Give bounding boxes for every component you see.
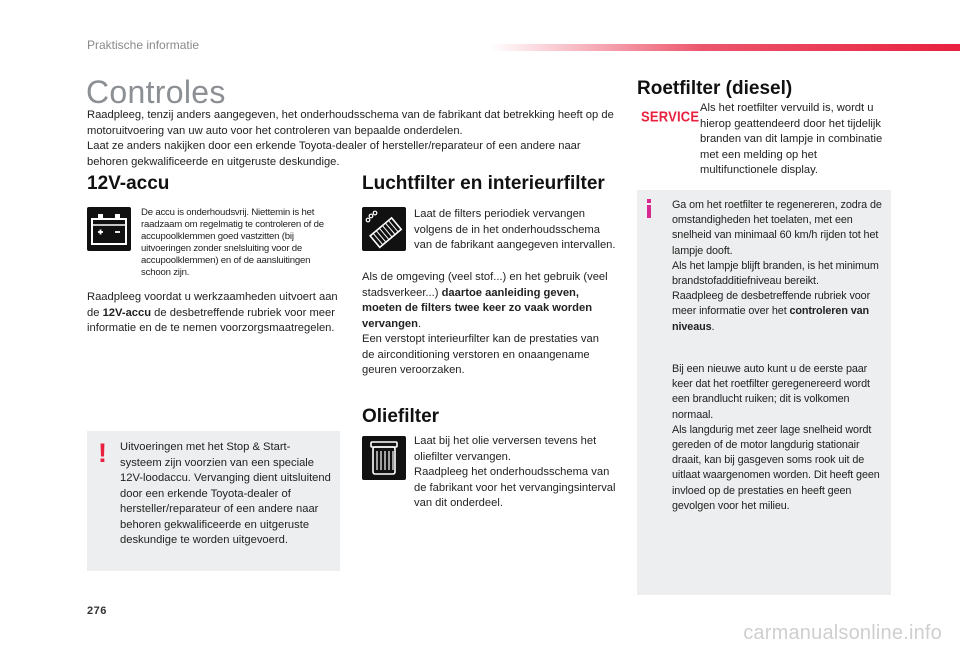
air-filter-icon: [362, 207, 406, 251]
airfilter-body-post: .: [417, 317, 422, 330]
battery-heading: 12V-accu: [87, 173, 170, 194]
airfilter-body: [362, 270, 614, 379]
soot-info-text-1: Ga om het roetfilter te regenereren, zodra de omstandigheden het toelaten, met een snelheid van minimaal 60 km/h rijden tot het lampje dooft.: [672, 199, 882, 257]
airfilter-icon-text: Laat de filters periodiek vervangen volgens de in het onderhoudsschema van de fabrikant aangegeven intervallen.: [414, 208, 616, 251]
oilfilter-text-1: Laat bij het olie verversen tevens het oliefilter vervangen.: [414, 435, 597, 463]
airfilter-body-2: Een verstopt interieurfilter kan de prestaties van de airconditioning verstoren en onaangename geuren veroorzaken.: [362, 333, 599, 376]
warning-icon: !: [98, 438, 107, 468]
soot-info-text-2: Als het lampje blijft branden, is het minimum brandstofadditiefniveau bereikt.: [672, 259, 879, 288]
soot-info-text: [672, 198, 887, 335]
battery-body-post: de desbetreffende rubriek voor meer informatie en de te nemen voorzorgsmaatregelen.: [87, 306, 335, 334]
soot-new-car-text: [672, 362, 887, 514]
header-accent-bar: [490, 44, 960, 51]
soot-icon-text: Als het roetfilter vervuild is, wordt u hierop geattendeerd door het tijdelijk branden van dit lampje in combinatie met een melding op het multifunctionele display.: [700, 102, 883, 176]
service-warning-icon: SERVICE: [641, 107, 700, 126]
battery-warning-text: Uitvoeringen met het Stop & Start-systeem zijn voorzien van een speciale 12V-loodaccu. Vervanging dient uitsluitend door een erkende Toyota-dealer of hersteller/reparateur of een andere naar behoren gekwalificeerde en uitgeruste deskundige te worden uitgevoerd.: [120, 441, 331, 546]
soot-info-text-3-post: .: [711, 320, 715, 333]
battery-body-pre: Raadpleeg voordat u werkzaamheden uitvoert aan de: [87, 291, 338, 319]
soot-info-text-3-pre: Raadpleeg de desbetreffende rubriek voor meer informatie over het: [672, 290, 871, 318]
battery-body-bold: 12V-accu: [102, 306, 152, 319]
soot-new-car-text-2: Als langdurig met zeer lage snelheid wordt gereden of de motor langdurig stationair draait, kan bij gasgeven soms rook uit de uitlaat waargenomen worden. Dit heeft geen invloed op de prestaties en heeft geen gevolgen voor het milieu.: [672, 423, 880, 512]
soot-info-text-3-bold: controleren van niveaus: [672, 305, 870, 333]
oilfilter-text: [414, 434, 619, 512]
page-title: Controles: [86, 74, 226, 110]
intro-paragraph-1: Raadpleeg, tenzij anders aangegeven, het onderhoudsschema van de fabrikant dat betrekking heeft op de motoruitvoering van uw auto voor het controleren van bepaalde onderdelen.: [87, 109, 614, 137]
page-number: 276: [87, 605, 107, 617]
soot-new-car-text-1: Bij een nieuwe auto kunt u de eerste paar keer dat het roetfilter geregenereerd wordt een brandlucht ruiken; dit is volkomen normaal.: [672, 363, 870, 421]
watermark: carmanualsonline.info: [743, 622, 942, 644]
battery-body: [87, 290, 339, 337]
oil-filter-icon: [362, 436, 406, 480]
oilfilter-heading: Oliefilter: [362, 406, 440, 427]
airfilter-heading: Luchtfilter en interieurfilter: [362, 173, 605, 194]
intro-text: [87, 108, 617, 170]
airfilter-body-bold: daartoe aanleiding geven, moeten de filters twee keer zo vaak worden vervangen: [362, 286, 593, 330]
section-label: Praktische informatie: [87, 38, 200, 52]
intro-paragraph-2: Laat ze anders nakijken door een erkende Toyota-dealer of hersteller/reparateur of een andere naar behoren gekwalificeerde en uitgeruste deskundige.: [87, 140, 581, 168]
soot-heading: Roetfilter (diesel): [637, 78, 793, 99]
airfilter-body-pre: Als de omgeving (veel stof...) en het gebruik (veel stadsverkeer...): [362, 271, 608, 299]
battery-icon: [87, 207, 131, 251]
info-icon: [645, 199, 653, 219]
battery-icon-text: De accu is onderhoudsvrij. Niettemin is het raadzaam om regelmatig te controleren of de accupoolklemmen goed vastzitten (bij uitvoeringen zonder snelsluiting voor de accupoolklemmen) en of de aansluitingen schoon zijn.: [141, 207, 324, 278]
oilfilter-text-2: Raadpleeg het onderhoudsschema van de fabrikant voor het vervangingsinterval van dit onderdeel.: [414, 466, 616, 509]
